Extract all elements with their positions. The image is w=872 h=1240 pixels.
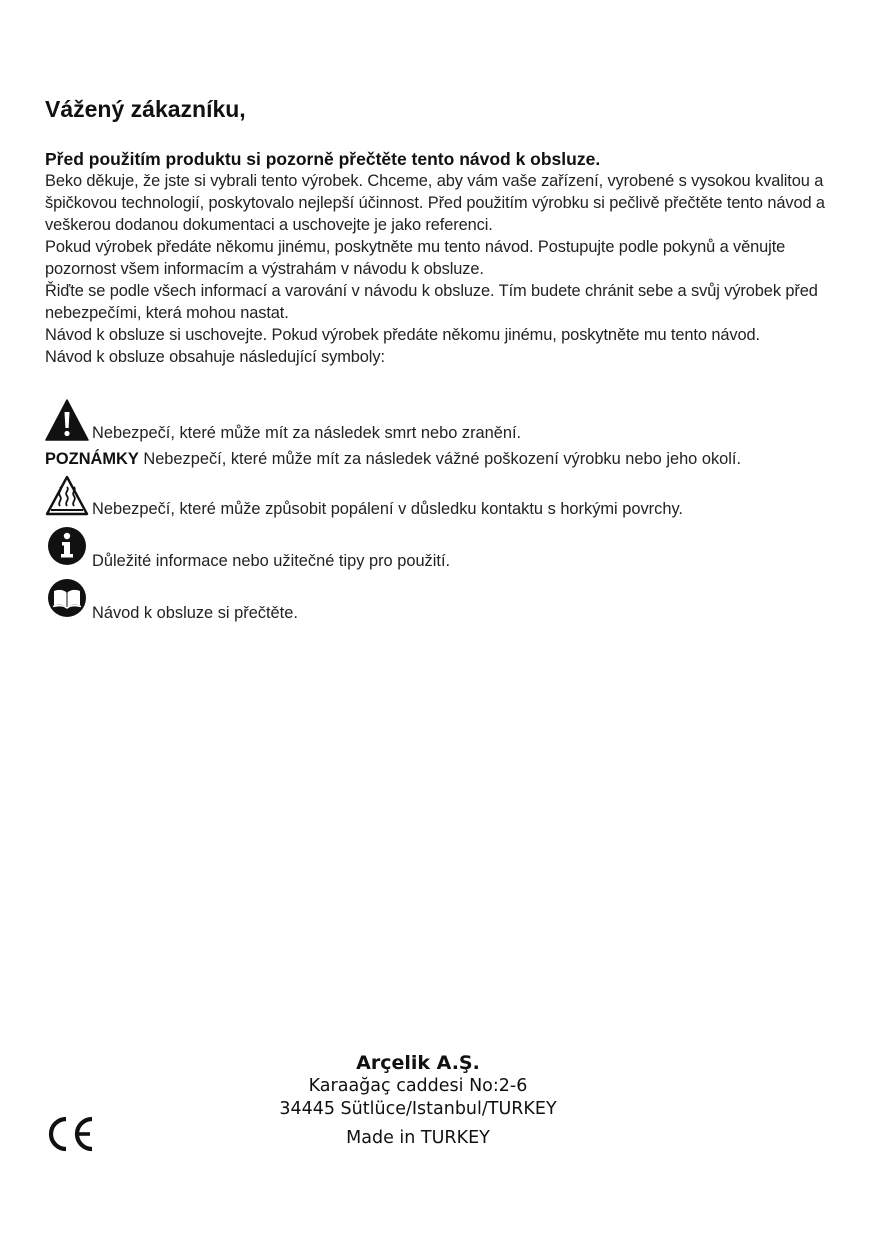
ce-mark-icon bbox=[44, 1115, 96, 1153]
intro-paragraph-3: Řiďte se podle všech informací a varování v návodu k obsluze. Tím budete chránit sebe a svůj výrobek před nebezpečími, která mohou nastat. bbox=[45, 282, 818, 322]
info-icon bbox=[45, 526, 89, 570]
intro-paragraph-2: Pokud výrobek předáte někomu jinému, poskytněte mu tento návod. Postupujte podle pokynů a věnujte pozornost všem informacím a výstrahám v návodu k obsluze. bbox=[45, 238, 786, 278]
symbol-row-warning bbox=[45, 398, 521, 442]
intro-paragraph-1: Beko děkuje, že jste si vybrali tento výrobek. Chceme, aby vám vaše zařízení, vyrobené s vysokou kvalitou a špičkovou technologií, poskytovalo nejlepší účinnost. Před použitím výrobku si pečlivě přečtěte tento návod a veškerou dodanou dokumentaci a uschovejte je jako referenci. bbox=[45, 172, 825, 234]
intro-section bbox=[45, 148, 845, 368]
page-title: Vážený zákazníku, bbox=[45, 96, 246, 122]
made-in: Made in TURKEY bbox=[346, 1128, 490, 1148]
hot-surface-icon bbox=[45, 474, 89, 518]
symbol-row-info bbox=[45, 526, 450, 570]
warning-triangle-icon bbox=[45, 398, 89, 442]
note-label: POZNÁMKY bbox=[45, 450, 139, 468]
manufacturer-footer bbox=[0, 1052, 836, 1150]
address-line-1: Karaağaç caddesi No:2-6 bbox=[308, 1076, 528, 1096]
symbol-text-hot: Nebezpečí, které může způsobit popálení v důsledku kontaktu s horkými povrchy. bbox=[92, 500, 683, 518]
symbol-text-info: Důležité informace nebo užitečné tipy pro použití. bbox=[92, 552, 451, 570]
symbol-text-note: Nebezpečí, které může mít za následek vážné poškození výrobku nebo jeho okolí. bbox=[138, 450, 742, 468]
symbol-text-warning: Nebezpečí, které může mít za následek smrt nebo zranění. bbox=[92, 424, 522, 442]
symbol-row-note bbox=[45, 449, 741, 469]
subtitle: Před použitím produktu si pozorně přečtěte tento návod k obsluze. bbox=[45, 149, 601, 169]
symbol-text-manual: Návod k obsluze si přečtěte. bbox=[92, 604, 298, 622]
read-manual-icon bbox=[45, 578, 89, 622]
company-name: Arçelik A.Ş. bbox=[356, 1052, 480, 1074]
intro-paragraph-5: Návod k obsluze obsahuje následující symboly: bbox=[45, 348, 385, 366]
symbol-row-hot bbox=[45, 474, 683, 518]
intro-paragraph-4: Návod k obsluze si uschovejte. Pokud výrobek předáte někomu jinému, poskytněte mu tento návod. bbox=[45, 326, 760, 344]
symbol-row-manual bbox=[45, 578, 298, 622]
address-line-2: 34445 Sütlüce/Istanbul/TURKEY bbox=[279, 1099, 557, 1119]
